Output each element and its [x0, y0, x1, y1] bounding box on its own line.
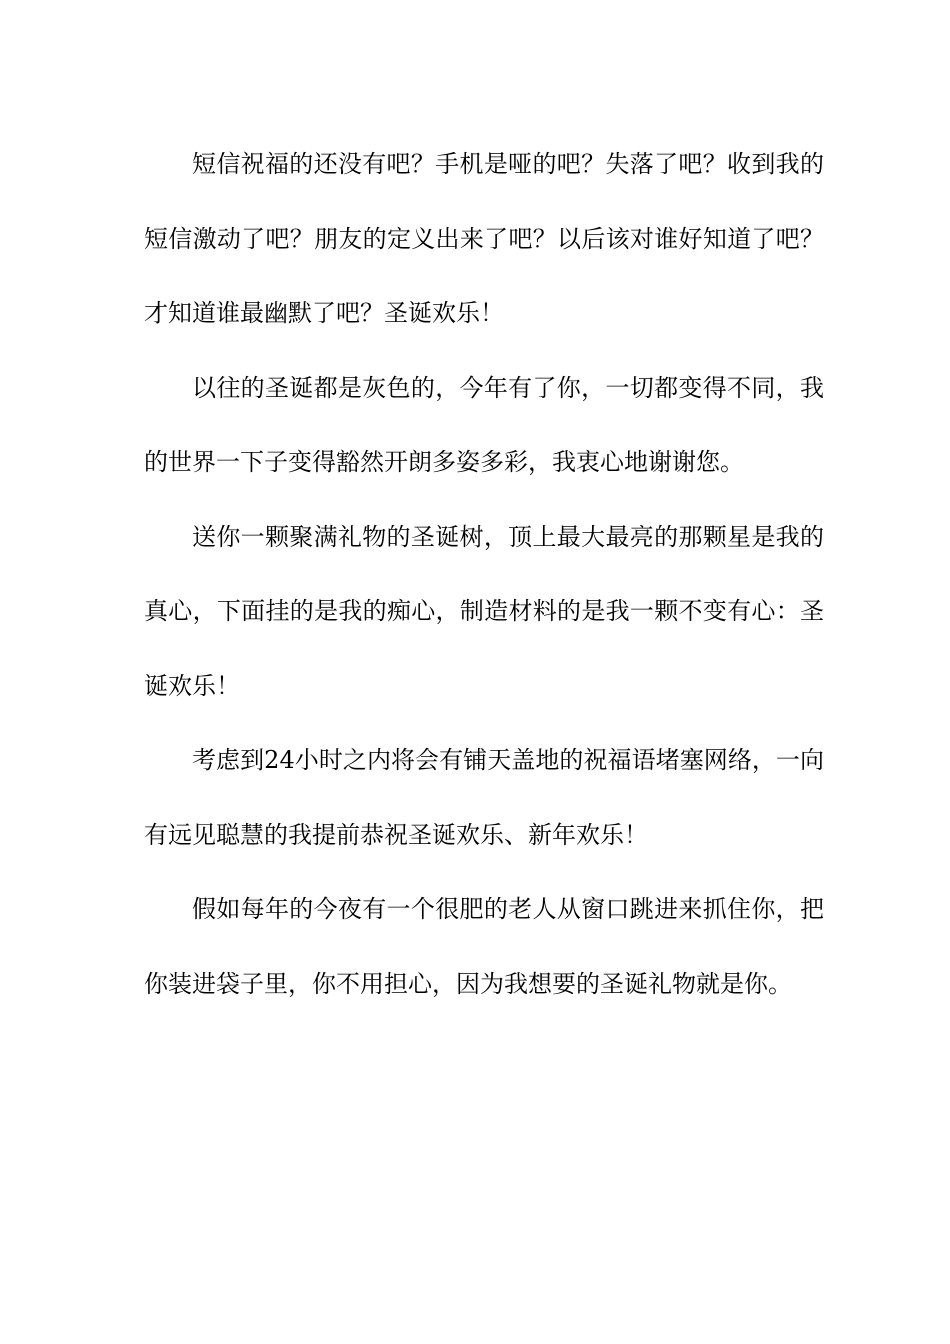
paragraph-1: 短信祝福的还没有吧？手机是哑的吧？失落了吧？收到我的短信激动了吧？朋友的定义出来了吧？以后该对谁好知道了吧？才知道谁最幽默了吧？圣诞欢乐！ — [144, 150, 824, 327]
paragraph-5: 假如每年的今夜有一个很肥的老人从窗口跳进来抓住你，把你装进袋子里，你不用担心，因为我想要的圣诞礼物就是你。 — [144, 895, 824, 998]
paragraph-3: 送你一颗聚满礼物的圣诞树，顶上最大最亮的那颗星是我的真心，下面挂的是我的痴心，制造材料的是我一颗不变有心：圣诞欢乐！ — [144, 522, 824, 700]
document-body — [144, 127, 824, 1021]
paragraph-2: 以往的圣诞都是灰色的，今年有了你，一切都变得不同，我的世界一下子变得豁然开朗多姿多彩，我衷心地谢谢您。 — [144, 373, 824, 476]
paragraph-4: 考虑到24小时之内将会有铺天盖地的祝福语堵塞网络，一向有远见聪慧的我提前恭祝圣诞欢乐、新年欢乐！ — [144, 746, 824, 849]
